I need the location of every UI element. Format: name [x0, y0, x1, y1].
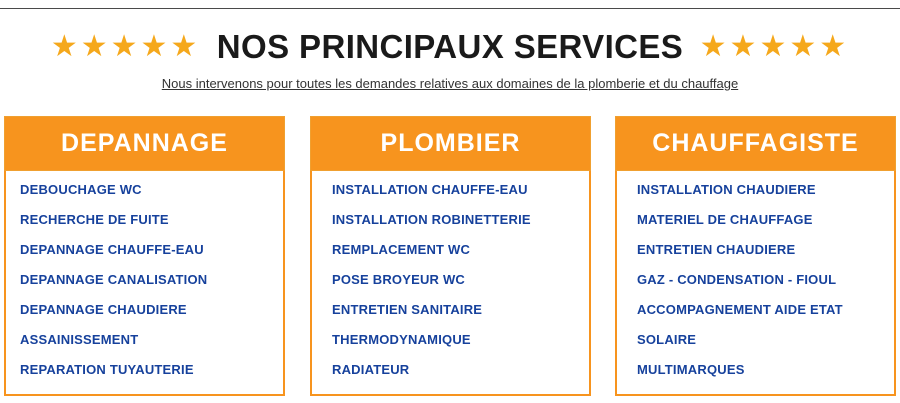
stars-right-icon: ★★★★★ — [699, 30, 850, 63]
list-item[interactable]: MATERIEL DE CHAUFFAGE — [637, 212, 813, 227]
service-card-list — [310, 171, 591, 396]
page-title-row — [0, 30, 900, 64]
list-item[interactable]: REMPLACEMENT WC — [332, 242, 471, 257]
list-item[interactable]: THERMODYNAMIQUE — [332, 332, 471, 347]
list-item[interactable]: MULTIMARQUES — [637, 362, 745, 377]
service-card-chauffagiste — [615, 116, 896, 396]
list-item[interactable]: ACCOMPAGNEMENT AIDE ETAT — [637, 302, 843, 317]
list-item[interactable]: DEBOUCHAGE WC — [20, 182, 142, 197]
list-item[interactable]: POSE BROYEUR WC — [332, 272, 466, 287]
list-item[interactable]: ASSAINISSEMENT — [20, 332, 139, 347]
service-card-title: DEPANNAGE — [4, 116, 285, 171]
list-item[interactable]: GAZ - CONDENSATION - FIOUL — [637, 272, 837, 287]
services-columns — [0, 116, 900, 396]
list-item[interactable]: INSTALLATION ROBINETTERIE — [332, 212, 531, 227]
stars-left-icon: ★★★★★ — [50, 30, 201, 63]
list-item[interactable]: REPARATION TUYAUTERIE — [20, 362, 194, 377]
service-card-title: CHAUFFAGISTE — [615, 116, 896, 171]
service-card-plombier — [310, 116, 591, 396]
list-item[interactable]: ENTRETIEN SANITAIRE — [332, 302, 483, 317]
list-item[interactable]: DEPANNAGE CHAUFFE-EAU — [20, 242, 204, 257]
service-card-title: PLOMBIER — [310, 116, 591, 171]
service-card-list — [615, 171, 896, 396]
list-item[interactable]: INSTALLATION CHAUDIERE — [637, 182, 816, 197]
top-divider — [0, 8, 900, 9]
list-item[interactable]: INSTALLATION CHAUFFE-EAU — [332, 182, 528, 197]
list-item[interactable]: DEPANNAGE CHAUDIERE — [20, 302, 187, 317]
service-card-list — [4, 171, 285, 396]
page-title: NOS PRINCIPAUX SERVICES — [216, 28, 684, 65]
list-item[interactable]: DEPANNAGE CANALISATION — [20, 272, 208, 287]
list-item[interactable]: ENTRETIEN CHAUDIERE — [637, 242, 796, 257]
list-item[interactable]: RADIATEUR — [332, 362, 410, 377]
list-item[interactable]: RECHERCHE DE FUITE — [20, 212, 169, 227]
page-subtitle: Nous intervenons pour toutes les demandes relatives aux domaines de la plomberie et du chauffage — [161, 76, 739, 91]
list-item[interactable]: SOLAIRE — [637, 332, 697, 347]
service-card-depannage — [4, 116, 285, 396]
